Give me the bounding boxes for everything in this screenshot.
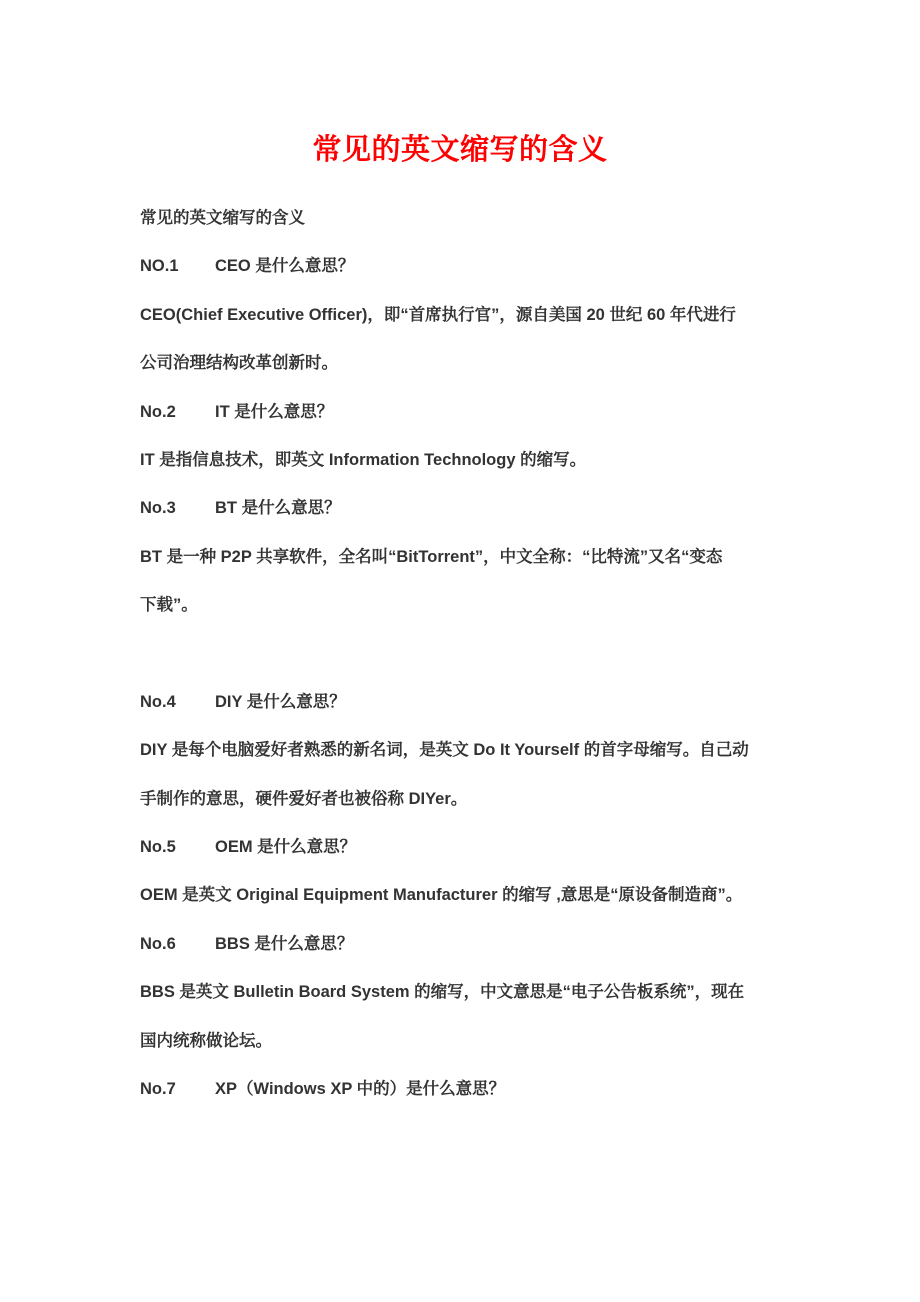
question-heading-2 (140, 399, 790, 447)
document-title: 常见的英文缩写的含义 (312, 134, 608, 166)
answer-line: CEO(Chief Executive Officer)，即“首席执行官”，源自美国 20 世纪 60 年代进行 (140, 305, 736, 324)
question-heading-1 (140, 253, 790, 301)
blank-line (140, 641, 790, 689)
question-heading-3 (140, 495, 790, 543)
answer-line: 公司治理结构改革创新时。 (140, 354, 338, 373)
question-number: No.2 (140, 402, 176, 421)
question-text: IT 是什么意思？ (215, 402, 334, 421)
question-heading-7 (140, 1076, 790, 1124)
subtitle: 常见的英文缩写的含义 (140, 209, 305, 227)
question-text: OEM 是什么意思？ (215, 838, 357, 857)
answer-line: DIY 是每个电脑爱好者熟悉的新名词，是英文 Do It Yourself 的首字母缩写。自己动 (140, 741, 749, 760)
question-text: XP（Windows XP 中的）是什么意思？ (215, 1080, 506, 1099)
question-heading-4 (140, 689, 790, 737)
answer-line: BBS 是英文 Bulletin Board System 的缩写，中文意思是“电子公告板系统”，现在 (140, 983, 745, 1002)
question-text: CEO 是什么意思？ (215, 257, 355, 276)
question-heading-6 (140, 931, 790, 979)
question-text: DIY 是什么意思？ (215, 692, 346, 711)
question-heading-5 (140, 834, 790, 882)
answer-line: 下载”。 (140, 596, 198, 615)
question-number: No.6 (140, 934, 176, 953)
question-number: No.5 (140, 838, 176, 857)
document-body (140, 205, 790, 1124)
question-text: BBS 是什么意思？ (215, 934, 354, 953)
answer-line: IT 是指信息技术，即英文 Information Technology 的缩写。 (140, 450, 587, 469)
question-number: NO.1 (140, 257, 179, 276)
answer-line: 国内统称做论坛。 (140, 1031, 272, 1050)
question-text: BT 是什么意思？ (215, 499, 341, 518)
answer-line: OEM 是英文 Original Equipment Manufacturer 的缩写 ,意思是“原设备制造商”。 (140, 886, 743, 905)
answer-line: BT 是一种 P2P 共享软件，全名叫“BitTorrent”，中文全称：“比特流”又名“变态 (140, 547, 723, 566)
question-number: No.3 (140, 499, 176, 518)
answer-line: 手制作的意思，硬件爱好者也被俗称 DIYer。 (140, 789, 468, 808)
question-number: No.4 (140, 692, 176, 711)
question-number: No.7 (140, 1080, 176, 1099)
